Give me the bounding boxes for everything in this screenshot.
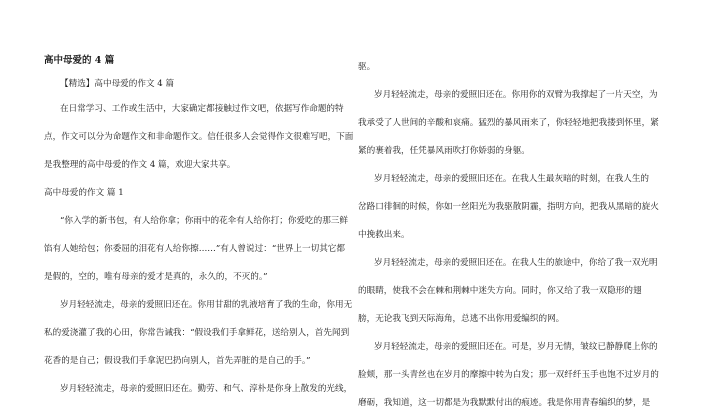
left-line-5: “你入学的新书包，有人给你拿；你雨中的花伞有人给你打；你爱吃的那三鲜 (60, 216, 348, 226)
right-line-11: 岁月轻轻流走，母亲的爱照旧还在。可是，岁月无情，皱纹已静静爬上你的 (374, 342, 658, 352)
right-line-9: 的眼睛，使我不会在棘和荆棘中迷失方向。同时，你又给了我一双隐形的翅 (358, 286, 642, 296)
right-line-2: 岁月轻轻流走，母亲的爱照旧还在。你用你的双臂为我撑起了一片天空，为 (374, 90, 658, 100)
right-line-8: 岁月轻轻流走，母亲的爱照旧还在。在我人生的旅途中，你给了我一双光明 (374, 258, 658, 268)
section-heading: 高中母爱的作文 篇 1 (44, 188, 124, 198)
left-line-6: 馅有人她给包；你委屈的泪花有人给你擦……”有人曾说过：“世界上一切其它都 (44, 244, 345, 254)
left-line-8: 岁月轻轻流走，母亲的爱照旧还在。你用甘甜的乳液培育了我的生命，你用无 (60, 300, 353, 310)
left-line-3: 是我整理的高中母爱的作文 4 篇，欢迎大家共享。 (44, 160, 236, 170)
left-line-2: 点，作文可以分为命题作文和非命题作文。信任很多人会觉得作文很难写吧，下面 (44, 132, 354, 142)
left-line-7: 是假的，空的，唯有母亲的爱才是真的，永久的，不灭的。” (44, 272, 268, 282)
right-line-4: 紧的裹着我，任凭暴风雨吹打你娇弱的身躯。 (358, 146, 530, 156)
right-line-12: 脸颊，那一头青丝也在岁月的摩擦中转为白发；那一双纤纤玉手也饱不过岁月的 (358, 370, 659, 380)
right-line-13: 磨砺，我知道，这一切都是为我默默付出的痕迹。我是你用青春编织的梦，是 (358, 398, 651, 408)
right-line-1: 驱。 (358, 62, 376, 72)
right-line-5: 岁月轻轻流走，母亲的爱照旧还在。在我人生最灰暗的时刻，在我人生的 (374, 174, 650, 184)
right-line-6: 岔路口徘徊的时候，你如一丝阳光为我驱散阴霾，指明方向，把我从黑暗的旋火 (358, 202, 659, 212)
document-subtitle: 【精选】高中母爱的作文 4 篇 (60, 79, 175, 89)
right-line-7: 中挽救出来。 (358, 230, 410, 240)
left-line-9: 私的爱浇灌了我的心田，你常告诫我：“假设我们手拿鲜花，送给别人，首先闻到 (44, 328, 350, 338)
left-column (44, 0, 354, 400)
left-line-1: 在日常学习、工作或生活中，大家确定都接触过作文吧，依据写作命题的特 (60, 104, 344, 114)
left-line-10: 花香的是自己；假设我们手拿泥巴扔向别人，首先弄脏的是自己的手。” (44, 356, 311, 366)
document-title: 高中母爱的 4 篇 (44, 55, 115, 66)
left-line-11: 岁月轻轻流走，母亲的爱照旧还在。勤劳、和气、淳朴是你身上散发的光线， (60, 384, 353, 394)
right-column (358, 0, 668, 408)
right-line-10: 膀，无论我飞到天际海角，总逃不出你用爱编织的网。 (358, 314, 565, 324)
right-line-3: 我承受了人世间的辛酸和哀痛。猛烈的暴风雨来了，你轻轻地把我搂到怀里，紧 (358, 118, 659, 128)
